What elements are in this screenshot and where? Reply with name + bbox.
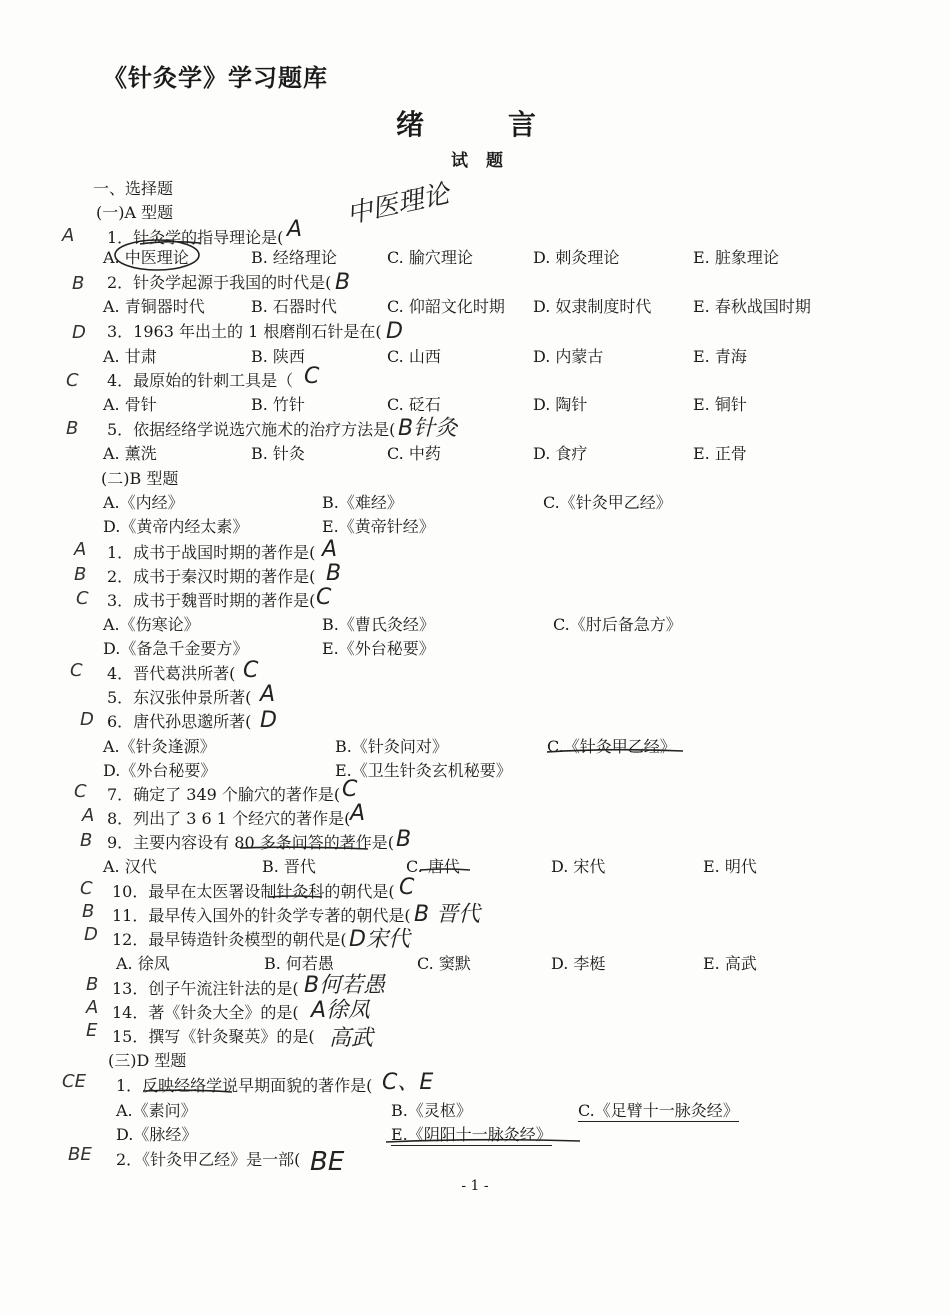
option: B. 何若愚: [264, 954, 334, 973]
handwritten-answer: D宋代: [349, 927, 410, 952]
question-b14: 14．著《针灸大全》的是(: [112, 1003, 299, 1022]
margin-mark: C: [70, 660, 83, 681]
handwritten-answer: A: [322, 537, 338, 562]
option: D. 李梃: [551, 954, 606, 973]
handwritten-answer: B: [396, 827, 412, 852]
question-b2: 2．成书于秦汉时期的著作是(: [107, 567, 316, 586]
margin-mark: A: [82, 805, 95, 826]
option: A. 骨针: [103, 395, 157, 414]
option: C. 腧穴理论: [387, 248, 473, 267]
option: B. 针灸: [251, 444, 305, 463]
handwritten-answer: D: [260, 708, 277, 733]
question-a5: 5．依据经络学说选穴施术的治疗方法是(: [107, 420, 396, 439]
option: A. 中医理论: [103, 248, 189, 267]
handwritten-answer: C: [316, 585, 332, 610]
option: D. 宋代: [551, 857, 606, 876]
option: A.《针灸逢源》: [103, 737, 216, 756]
handwritten-answer: C、E: [382, 1070, 434, 1095]
option: B. 晋代: [262, 857, 316, 876]
question-b15: 15．撰写《针灸聚英》的是(: [112, 1027, 315, 1046]
type-a-label: (一)A 型题: [96, 203, 174, 222]
option: C. 唐代: [406, 857, 460, 876]
option: C.《针灸甲乙经》: [543, 493, 672, 512]
margin-mark: B: [80, 830, 93, 851]
question-b7: 7．确定了 349 个腧穴的著作是(: [107, 785, 341, 804]
question-b6: 6．唐代孙思邈所著(: [107, 712, 252, 731]
option: E. 正骨: [693, 444, 747, 463]
handwritten-answer: B 晋代: [414, 902, 481, 927]
question-a4: 4．最原始的针刺工具是（: [107, 371, 294, 390]
question-b3: 3．成书于魏晋时期的著作是(: [107, 591, 316, 610]
option: E. 青海: [693, 347, 747, 366]
option: B.《灵枢》: [391, 1101, 472, 1120]
handwritten-answer: 高武: [329, 1026, 374, 1051]
question-a3: 3．1963 年出土的 1 根磨削石针是在(: [107, 322, 382, 341]
option: C.《足臂十一脉灸经》: [578, 1098, 739, 1122]
handwritten-answer: A徐凤: [311, 998, 371, 1023]
option: A. 徐凤: [116, 954, 170, 973]
handwritten-answer: C: [399, 875, 415, 900]
option: D. 奴隶制度时代: [533, 297, 652, 316]
question-b4: 4．晋代葛洪所著(: [107, 664, 236, 683]
option: A. 汉代: [103, 857, 157, 876]
option: D. 内蒙古: [533, 347, 604, 366]
option: C. 砭石: [387, 395, 441, 414]
margin-mark: C: [76, 588, 89, 609]
question-d2: 2．《针灸甲乙经》是一部(: [116, 1150, 301, 1169]
handwritten-note: 中医理论: [343, 179, 452, 231]
chapter-heading: 绪 言: [395, 108, 564, 141]
margin-mark: E: [86, 1020, 98, 1041]
option: E. 高武: [703, 954, 757, 973]
option: B. 竹针: [251, 395, 305, 414]
margin-mark: B: [66, 418, 79, 439]
option: A.《素问》: [116, 1101, 197, 1120]
handwritten-answer: A: [350, 801, 366, 826]
option: A. 薰洗: [103, 444, 157, 463]
margin-mark: D: [84, 924, 98, 945]
question-b11: 11．最早传入国外的针灸学专著的朝代是(: [112, 906, 411, 925]
option: E. 铜针: [693, 395, 747, 414]
page-number: - 1 -: [461, 1178, 489, 1194]
question-a1: 1．针灸学的指导理论是(: [107, 228, 284, 247]
option: C. 中药: [387, 444, 441, 463]
option: D.《黄帝内经太素》: [103, 517, 249, 536]
margin-mark: B: [82, 901, 95, 922]
margin-mark: B: [74, 564, 87, 585]
type-d-label: (三)D 型题: [108, 1051, 187, 1070]
option: D. 刺灸理论: [533, 248, 620, 267]
type-b-label: (二)B 型题: [101, 469, 179, 488]
question-b10: 10．最早在太医署设制针灸科的朝代是(: [112, 882, 395, 901]
handwritten-answer: D: [386, 319, 403, 344]
option: D. 陶针: [533, 395, 588, 414]
option: B. 陕西: [251, 347, 305, 366]
handwritten-answer: B: [326, 561, 342, 586]
margin-mark: A: [62, 225, 75, 246]
option: D.《外台秘要》: [103, 761, 217, 780]
margin-mark: C: [66, 370, 79, 391]
option: A. 青铜器时代: [103, 297, 205, 316]
option: C. 仰韶文化时期: [387, 297, 505, 316]
section-subtitle: 试 题: [451, 151, 509, 171]
margin-mark: CE: [62, 1071, 86, 1092]
handwritten-answer: B何若愚: [304, 973, 386, 998]
question-b9: 9．主要内容设有 80 多条问答的著作是(: [107, 833, 394, 852]
handwritten-answer: A: [287, 217, 303, 242]
option: C.《肘后备急方》: [553, 615, 682, 634]
option: D.《脉经》: [116, 1125, 198, 1144]
margin-mark: D: [80, 709, 94, 730]
option: E. 脏象理论: [693, 248, 779, 267]
question-a2: 2．针灸学起源于我国的时代是(: [107, 273, 332, 292]
question-b12: 12．最早铸造针灸模型的朝代是(: [112, 930, 347, 949]
question-b5: 5．东汉张仲景所著(: [107, 688, 252, 707]
question-b8: 8．列出了 3 6 1 个经穴的著作是(: [107, 809, 351, 828]
question-d1: 1．反映经络学说早期面貌的著作是(: [116, 1076, 373, 1095]
question-b13: 13．创子午流注针法的是(: [112, 979, 299, 998]
document-title: 《针灸学》学习题库: [103, 63, 328, 92]
option: C. 窦默: [417, 954, 471, 973]
option: B.《曹氏灸经》: [322, 615, 435, 634]
option: A. 甘肃: [103, 347, 157, 366]
handwritten-answer: C: [243, 658, 259, 683]
handwritten-answer: B: [335, 270, 351, 295]
handwritten-answer: BE: [310, 1147, 345, 1177]
option: B.《难经》: [322, 493, 403, 512]
margin-mark: B: [72, 273, 85, 294]
option: B.《针灸问对》: [335, 737, 448, 756]
handwritten-answer: A: [260, 682, 276, 707]
margin-mark: C: [74, 781, 87, 802]
option: A.《内经》: [103, 493, 184, 512]
section-label: 一、选择题: [93, 179, 174, 198]
option: C. 山西: [387, 347, 441, 366]
margin-mark: D: [72, 322, 86, 343]
option: D.《备急千金要方》: [103, 639, 249, 658]
option: E.《阴阳十一脉灸经》: [391, 1122, 552, 1146]
option: E. 明代: [703, 857, 757, 876]
margin-mark: A: [86, 997, 99, 1018]
handwritten-answer: B针灸: [398, 416, 458, 441]
margin-mark: A: [74, 539, 87, 560]
option: E.《黄帝针经》: [322, 517, 435, 536]
margin-mark: BE: [68, 1144, 92, 1165]
handwritten-answer: C: [342, 777, 358, 802]
option: C.《针灸甲乙经》: [547, 737, 676, 756]
option: B. 经络理论: [251, 248, 337, 267]
option: E.《外台秘要》: [322, 639, 435, 658]
option: B. 石器时代: [251, 297, 337, 316]
margin-mark: B: [86, 974, 99, 995]
option: D. 食疗: [533, 444, 588, 463]
option: E. 春秋战国时期: [693, 297, 811, 316]
option: A.《伤寒论》: [103, 615, 200, 634]
option: E.《卫生针灸玄机秘要》: [335, 761, 512, 780]
handwritten-answer: C: [304, 364, 320, 389]
margin-mark: C: [80, 878, 93, 899]
question-b1: 1．成书于战国时期的著作是(: [107, 543, 316, 562]
